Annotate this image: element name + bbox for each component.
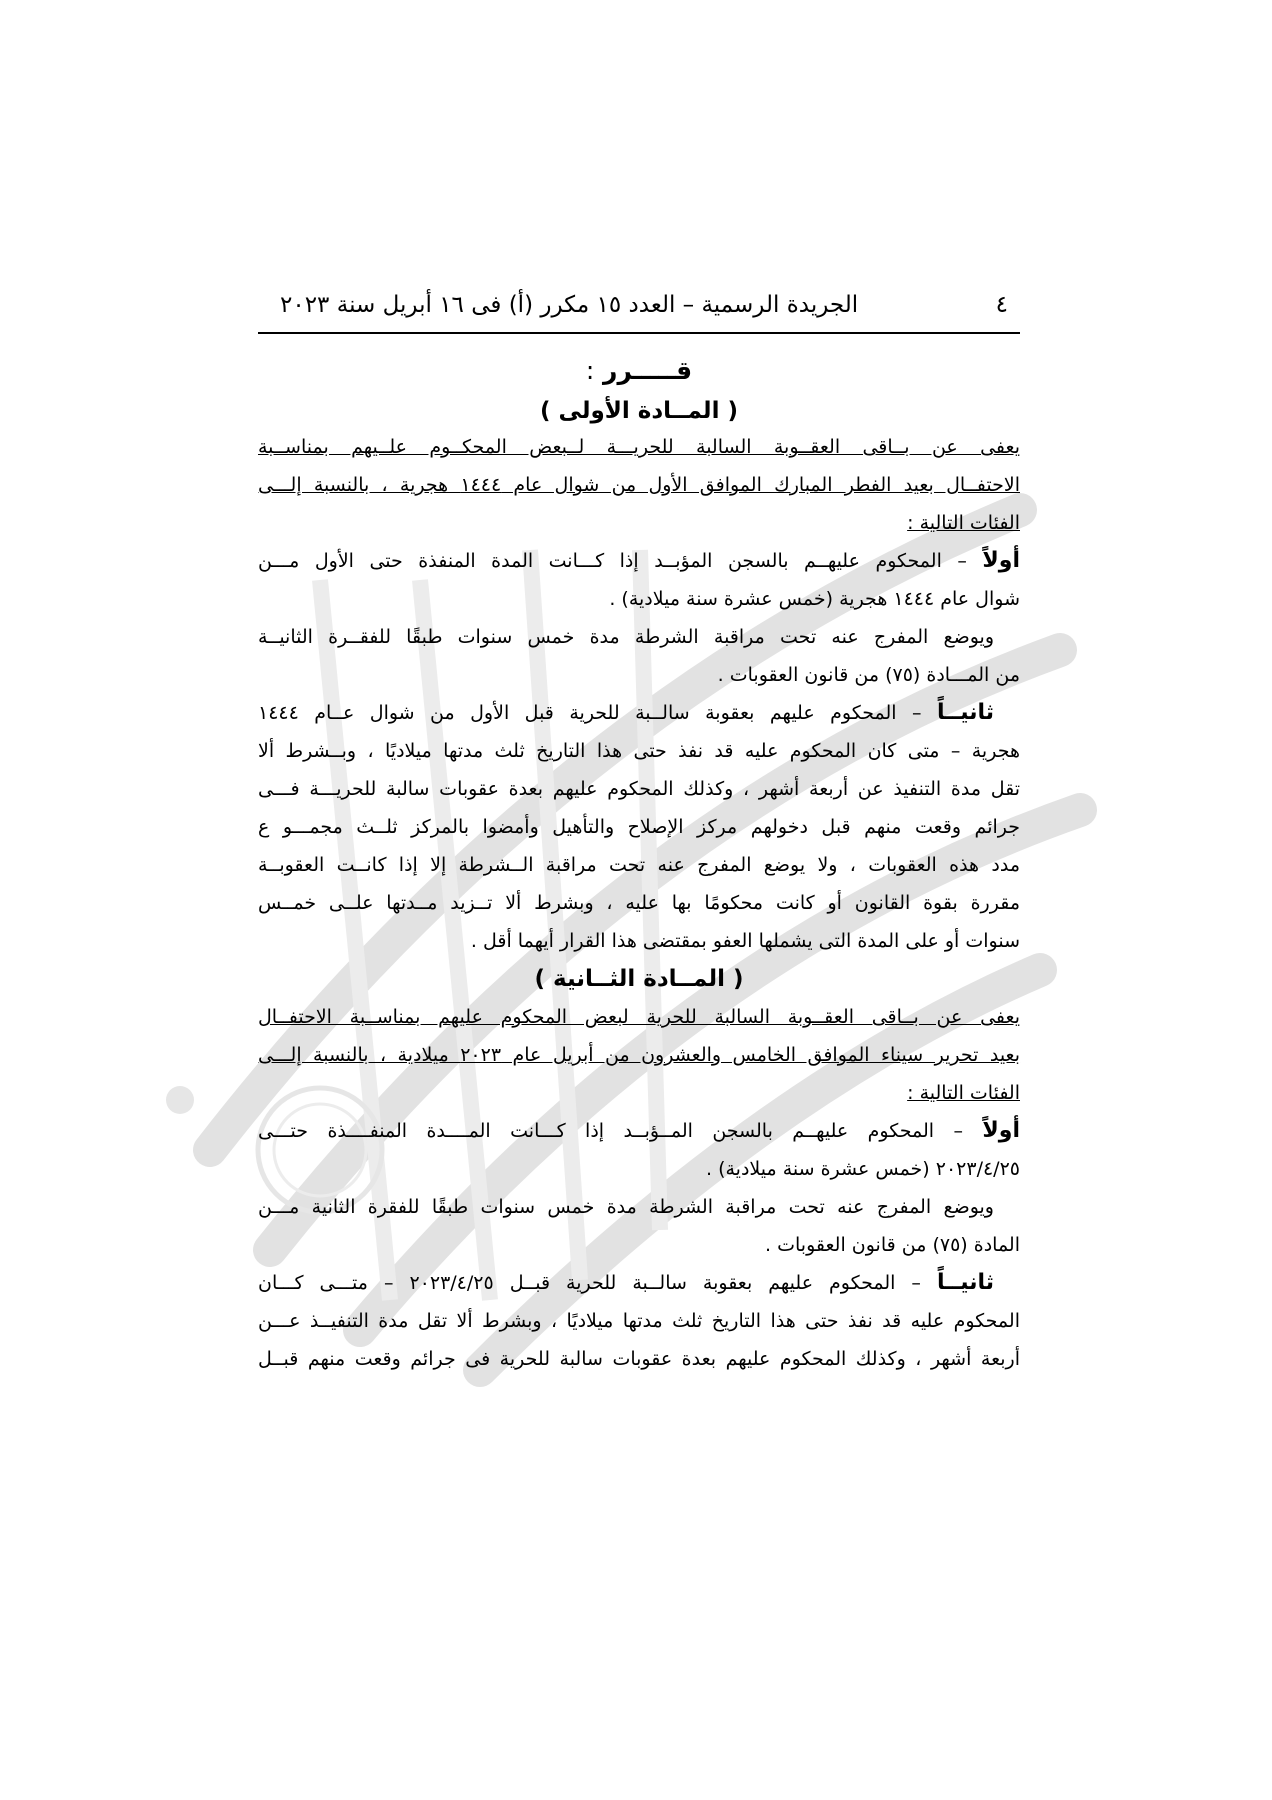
decision-heading (258, 356, 1020, 386)
item-text: – المحكوم عليهم بعقوبة سالــبة للحرية قبل الأول من شوال عــام ١٤٤٤ (258, 702, 922, 724)
article-1-item-1-line-2: شوال عام ١٤٤٤ هجرية (خمس عشرة سنة ميلادية) . (609, 588, 1020, 610)
article-2-item-1-line-2: ٢٠٢٣/٤/٢٥ (خمس عشرة سنة ميلادية) . (705, 1158, 1020, 1180)
article-2-item-1-line-3: ويوضع المفرج عنه تحت مراقبة الشرطة مدة خمس سنوات طبقًا للفقرة الثانية مـــن (258, 1196, 994, 1218)
item-text: – المحكوم عليهــم بالسجن المــؤبــد إذا كـــانت المــــدة المنفــــذة حتـــى (258, 1120, 963, 1142)
article-1-title: ( المــادة الأولى ) (540, 398, 738, 424)
article-2-item-2-line-1 (258, 1264, 1020, 1302)
article-1-item-2-line-3: تقل مدة التنفيذ عن أربعة أشهر ، وكذلك المحكوم عليهم بعدة عقوبات سالبة للحريـــة فـــى (258, 778, 1020, 800)
running-title: الجريدة الرسمية – العدد ١٥ مكرر (أ) فى ١٦ أبريل سنة ٢٠٢٣ (280, 292, 859, 318)
article-2-line-3: الفئات التالية : (907, 1082, 1020, 1104)
page-header (258, 292, 1020, 334)
article-2-item-2-line-2: المحكوم عليه قد نفذ حتى هذا التاريخ ثلث مدتها ميلاديًا ، وبشرط ألا تقل مدة التنفيــذ عـــن (258, 1310, 1020, 1332)
item-label: أولاً (982, 1118, 1020, 1143)
article-1-item-2-line-2: هجرية – متى كان المحكوم عليه قد نفذ حتى هذا التاريخ ثلث مدتها ميلاديًا ، وبــشرط ألا (258, 740, 1020, 762)
article-1-item-1-line-4: من المـــادة (٧٥) من قانون العقوبات . (717, 664, 1020, 686)
decision-label: قـــــرر (603, 356, 693, 385)
page-number: ٤ (995, 292, 1008, 318)
article-1-item-2-line-5: مدد هذه العقوبات ، ولا يوضع المفرج عنه تحت مراقبة الــشرطة إلا إذا كانــت العقوبــة (258, 854, 1020, 876)
article-1-line-3: الفئات التالية : (907, 512, 1020, 534)
article-1-item-2-line-6: مقررة بقوة القانون أو كانت محكومًا بها عليه ، وبشرط ألا تــزيد مــدتها علــى خمــس (258, 892, 1020, 914)
article-1-item-2-line-1 (258, 694, 1020, 732)
item-label: ثانيــاً (936, 1270, 994, 1295)
article-2-line-1: يعفى عن بــاقى العقــوبة السالبة للحرية لبعض المحكوم عليهم بمناســبة الاحتفــال (258, 1006, 1020, 1028)
article-1-item-2-line-7: سنوات أو على المدة التى يشملها العفو بمقتضى هذا القرار أيهما أقل . (470, 930, 1020, 952)
gazette-page (258, 292, 1020, 1378)
article-2-title: ( المــادة الثــانية ) (534, 966, 744, 992)
item-label: ثانيــاً (936, 700, 995, 725)
item-label: أولاً (982, 548, 1021, 573)
item-text: – المحكوم عليهــم بالسجن المؤبــد إذا كـــانت المدة المنفذة حتى الأول مـــن (258, 550, 967, 572)
article-1-line-1: يعفى عن بــاقى العقــوبة السالبة للحريـــة لــبعض المحكــوم علــيهم بمناســبة (258, 436, 1020, 458)
article-2-item-1-line-1 (258, 1112, 1020, 1150)
article-1-item-2-line-4: جرائم وقعت منهم قبل دخولهم مركز الإصلاح والتأهيل وأمضوا بالمركز ثلــث مجمـــو ع (258, 816, 1020, 838)
article-2-item-1-line-4: المادة (٧٥) من قانون العقوبات . (765, 1234, 1020, 1256)
article-1-item-1-line-3: ويوضع المفرج عنه تحت مراقبة الشرطة مدة خمس سنوات طبقًا للفقــرة الثانيــة (258, 626, 994, 648)
item-text: – المحكوم عليهم بعقوبة سالــبة للحرية قبــل ٢٠٢٣/٤/٢٥ – متـــى كـــان (258, 1272, 921, 1294)
decision-colon: : (585, 356, 595, 385)
article-2-line-2: بعيد تحرير سيناء الموافق الخامس والعشرون من أبريل عام ٢٠٢٣ ميلادية ، بالنسبة إلـــى (258, 1044, 1021, 1066)
article-2-item-2-line-3: أربعة أشهر ، وكذلك المحكوم عليهم بعدة عقوبات سالبة للحرية فى جرائم وقعت منهم قبــل (258, 1348, 1020, 1370)
article-1-line-2: الاحتفــال بعيد الفطر المبارك الموافق الأول من شوال عام ١٤٤٤ هجرية ، بالنسبة إلـــى (258, 474, 1020, 496)
article-1-item-1-line-1 (258, 542, 1020, 580)
